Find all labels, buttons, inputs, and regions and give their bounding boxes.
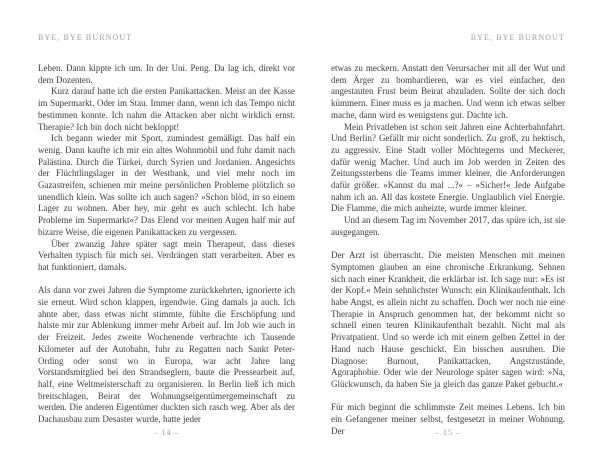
page-number-left: – 14 –	[153, 428, 180, 437]
running-header-right: BYE, BYE BURNOUT	[470, 33, 565, 42]
paragraph: Der Arzt ist überrascht. Die meisten Menschen mit meinen Symptomen glauben an eine chronische Erkrankung. Sehnen sich nach einer Krankheit, die erklärbar ist. Ich sage nur: »Es ist der Kopf.« Mein sehnlichster Wunsch: ein Klinikaufenthalt. Ich habe Angst, es allein nicht zu schaffen. Doch wer noch nie eine Therapie in Anspruch genommen hat, der bekommt nicht so schnell einen teuren Klinikaufenthalt bezahlt. Nicht mal als Privatpatient. Und so werde ich mit einem gelben Zettel in der Hand nach Hause geschickt. Ein bisschen ausruhen. Die Diagnose: Burnout, Panikattacken, Angstzustände, Agoraphobie. Oder wie der Neurologe später sagen wird: »Na, Glückwunsch, da haben Sie ja gleich das ganze Paket gebucht.«	[331, 250, 565, 389]
paragraph: etwas zu meckern. Anstatt den Verursacher mit all der Wut und dem Ärger zu bombardieren, war es viel einfacher, den angestauten Frust beim Beirat abzuladen. Sollte der sich doch kümmern. Einer muss es ja machen. Und wenn ich etwas selber mache, dann wird es wenigstens gut. Dachte ich.	[331, 63, 565, 120]
paragraph: Als dann vor zwei Jahren die Symptome zurückkehrten, ignorierte ich sie erneut. Wird schon klappen, irgendwie. Ging damals ja auch. Ich ahnte aber, dass etwas nicht stimmte, fühlte die Erschöpfung und halste mir zur Ablenkung immer mehr Arbeit auf. Im Job wie auch in der Freizeit. Jedes zweite Wochenende verbrachte ich Tausende Kilometer auf der Autobahn, fuhr zu Regatten nach Sankt Peter-Ording oder sonst wo in Europa, war acht Jahre lang Vorstandsmitglied bei den Strandseglern, baute die Pressearbeit auf, half, eine Weltmeisterschaft zu organisieren. In Berlin ließ ich mich breitschlagen, Beirat der Wohnungseigentümergemeinschaft zu werden. Die anderen Eigentümer duckten sich rasch weg. Aber als der Dachausbau zum Desaster wurde, hatte jeder	[38, 285, 295, 425]
paragraph: Leben. Dann kippte ich um. In der Uni. Peng. Da lag ich, direkt vor dem Dozenten.	[38, 63, 295, 85]
paragraph: Und an diesem Tag im November 2017, das spüre ich, ist sie ausgegangen.	[331, 215, 565, 237]
page-body-right	[331, 63, 565, 437]
paragraph: Mein Privatleben ist schon seit Jahren eine Achterbahnfahrt. Und Berlin? Gefällt mir nicht sonderlich. Zu groß, zu hektisch, zu aggressiv. Eine Stadt voller Möchtegerns und Meckerer, dafür wenig Macher. Und auch im Job werden in Zeiten des Zeitungssterbens die Teams immer kleiner, die Anforderungen dafür größer. »Kannst du mal ...?« – »Sicher!« Jede Aufgabe nahm ich an. All das kostete Energie. Unglaublich viel Energie. Die Flamme, die mich anheizte, wurde immer kleiner.	[331, 121, 565, 214]
paragraph: Für mich beginnt die schlimmste Zeit meines Lebens. Ich bin ein Gefangener meiner selbst, festgesetzt in meiner Wohnung. Der	[331, 402, 565, 436]
paragraph: Über zwanzig Jahre später sagt mein Therapeut, dass dieses Verhalten typisch für mich sei. Verdrängen statt verarbeiten. Aber es hat funktioniert, damals.	[38, 238, 295, 272]
page-body-left	[38, 63, 295, 426]
running-header-left: BYE, BYE BURNOUT	[38, 33, 133, 42]
paragraph: Kurz darauf hatte ich die ersten Panikattacken. Meist an der Kasse im Supermarkt. Oder im Stau. Immer dann, wenn ich das Tempo nicht bestimmen konnte. Ich nahm die Attacken aber nicht wirklich ernst. Therapie? Ich bin doch nicht bekloppt!	[38, 86, 295, 132]
page-number-right: – 15 –	[435, 428, 461, 437]
page-left	[38, 0, 295, 467]
page-right	[331, 0, 565, 467]
paragraph: Ich begann wieder mit Sport, zumindest gemäßigt. Das half ein wenig. Dann kaufte ich mir ein altes Wohnmobil und fuhr damit nach Palästina. Durch die Türkei, durch Syrien und Jordanien. Angesichts der Flüchtlingslager in der Westbank, und viel mehr noch im Gazastreifen, schienen mir meine persönlichen Probleme plötzlich so unendlich klein. Was sollte ich auch sagen? »Schon blöd, in so einem Lager zu wohnen. Aber hey, mir geht es auch schlecht. Ich habe Probleme im Supermarkt«? Das Elend vor meinen Augen half mir auf bizarre Weise, die eigenen Panikattacken zu vergessen.	[38, 133, 295, 237]
